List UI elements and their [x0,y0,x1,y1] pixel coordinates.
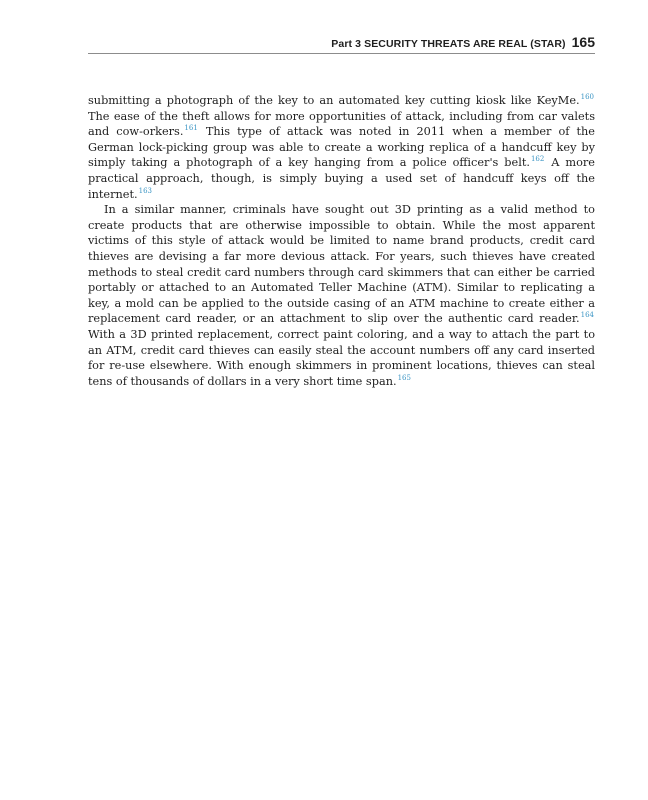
text-segment: A more practical approach, though, is simply buying a used set of handcuff keys off the internet. [88,156,595,201]
text-segment: The ease of the theft allows for more opportunities of attack, including from car valets and cow-orkers. [88,109,595,139]
body-text [88,93,595,389]
paragraph-key-replication [88,93,595,202]
paragraph-card-skimmers [88,202,595,389]
footnote-ref[interactable]: 165 [397,373,411,382]
text-segment: submitting a photograph of the key to an automated key cutting kiosk like KeyMe. [88,94,580,107]
footnote-ref[interactable]: 160 [580,93,594,101]
text-segment: With a 3D printed replacement, correct paint coloring, and a way to attach the part to an ATM, credit card thieves can easily steal the account numbers off any card inserted for re-use elsewhere. With enough skimmers in prominent locations, thieves can steal tens of thousands of dollars in a very short time span. [88,327,595,388]
running-head [88,34,595,52]
footnote-ref[interactable]: 164 [580,311,594,320]
footnote-ref[interactable]: 163 [138,186,152,195]
text-segment: In a similar manner, criminals have sought out 3D printing as a valid method to create products that are otherwise impossible to obtain. While the most apparent victims of this style of attack would be limited to name brand products, credit card thieves are devising a far more devious attack. For years, such thieves have created methods to steal credit card numbers through card skimmers that can either be carried portably or attached to an Automated Teller Machine (ATM). Similar to replicating a key, a mold can be applied to the outside casing of an ATM machine to create either a replacement card reader, or an attachment to slip over the authentic card reader. [88,203,595,326]
footnote-ref[interactable]: 162 [530,155,545,164]
footnote-ref[interactable]: 161 [184,124,198,133]
running-head-title: Part 3 SECURITY THREATS ARE REAL (STAR) [331,38,566,50]
header-rule [88,53,595,54]
page-number: 165 [571,34,595,50]
text-segment: This type of attack was noted in 2011 when a member of the German lock-picking group was able to create a working replica of a handcuff key by simply taking a photograph of a key hanging from a police officer's belt. [88,125,595,170]
